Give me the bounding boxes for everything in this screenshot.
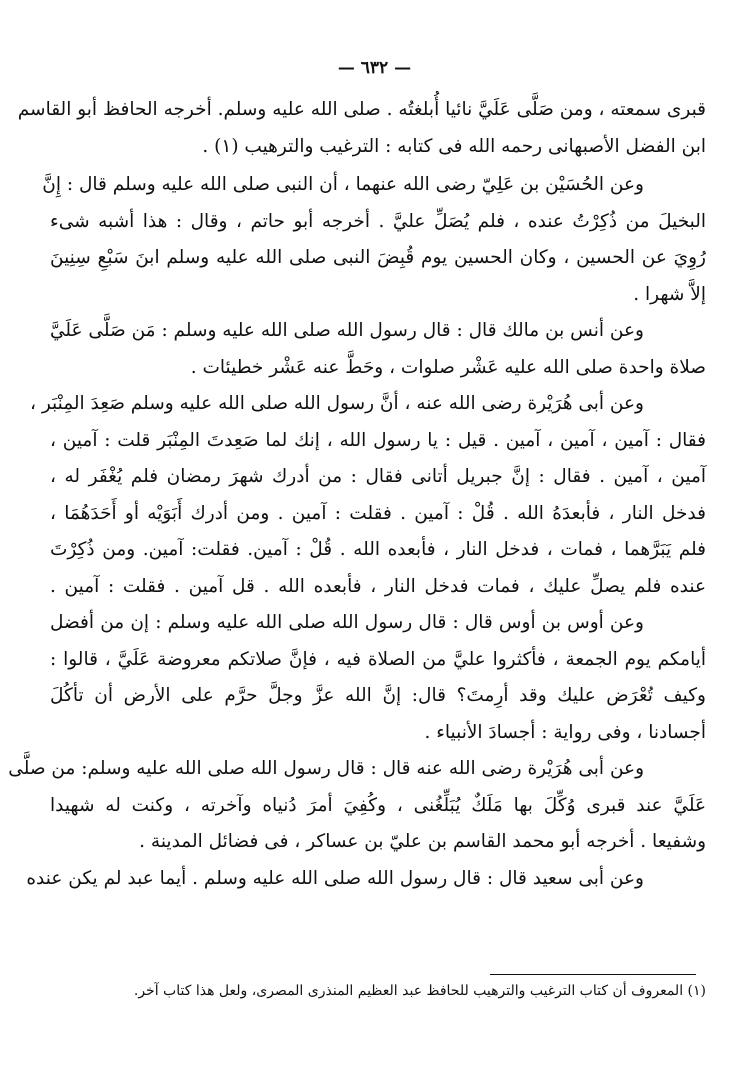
text-line: أيامكم يوم الجمعة ، فأكثروا عليَّ من الصلاة فيه ، فإنَّ صلاتكم معروضة عَلَيَّ ، قالوا : bbox=[50, 648, 706, 670]
text-line: البخيلَ من ذُكِرْتُ عنده ، فلم يُصَلِّ عليَّ . أخرجه أبو حاتم ، وقال : هذا أشبه شىء bbox=[50, 210, 706, 232]
text-line: آمين ، آمين . فقال : إنَّ جبريل أتانى فقال : من أدرك شهرَ رمضان فلم يُغْفَر له ، bbox=[50, 466, 706, 487]
text-line: وكيف تُعْرَض عليك وقد أرِمتَ؟ قال: إنَّ الله عزَّ وجلَّ حرَّم على الأرض أن تأكُلَ bbox=[50, 685, 706, 706]
text-line: وشفيعا . أخرجه أبو محمد القاسم بن عليّ بن عساكر ، فى فضائل المدينة . bbox=[139, 831, 706, 852]
text-line: وعن أنس بن مالك قال : قال رسول الله صلى الله عليه وسلم : مَن صَلَّى عَلَيَّ bbox=[49, 320, 644, 341]
text-line: عنده فلم يصلِّ عليك ، فمات فدخل النار ، فأبعده الله . قل آمين . فقلت : آمين . bbox=[50, 575, 706, 597]
text-line: فدخل النار ، فأبعدَهُ الله . قُلْ : آمين . فقلت : آمين . ومن أدرك أَبَوَيْه أو أَحَدَهُمَا ، bbox=[50, 502, 706, 524]
body-text bbox=[8, 92, 706, 897]
text-line: وعن الحُسَيْن بن عَلِيّ رضى الله عنهما ، أن النبى صلى الله عليه وسلم قال : إِنَّ bbox=[42, 174, 644, 195]
text-line: فقال : آمين ، آمين ، آمين . قيل : يا رسول الله ، إنك لما صَعِدتَ المِنْبَر قلت : آمين ، bbox=[50, 429, 706, 451]
text-line: ابن الفضل الأصبهانى رحمه الله فى كتابه : الترغيب والترهيب (١) . bbox=[202, 135, 706, 157]
footnote: (١) المعروف أن كتاب الترغيب والترهيب للحافظ عبد العظيم المنذرى المصرى، ولعل هذا كتاب آخر. bbox=[133, 983, 706, 999]
text-line: وعن أوس بن أوس قال : قال رسول الله صلى الله عليه وسلم : إن من أفضل bbox=[50, 612, 644, 633]
text-line: وعن أبى هُرَيْرة رضى الله عنه ، أنَّ رسول الله صلى الله عليه وسلم صَعِدَ المِنْبَر ، bbox=[29, 393, 644, 414]
text-line: رُوِيَ عن الحسين ، وكان الحسين يوم قُبِضَ النبى صلى الله عليه وسلم ابنَ سَبْعِ سِنِينَ bbox=[50, 247, 706, 268]
text-line: عَلَيَّ عند قبرى وُكِّلَ بها مَلَكٌ يُبَلِّغُنى ، وكُفِيَ أمرَ دُنياه وآخرته ، وكنت له شهيدا bbox=[50, 794, 706, 816]
page-number: — ٦٣٢ — bbox=[337, 58, 412, 78]
text-line: فلم يَبَرَّهما ، فمات ، فدخل النار ، فأبعده الله . قُلْ : آمين. فقلت: آمين. ومن ذُكِرْتَ bbox=[50, 539, 706, 560]
text-line: إلاَّ شهرا . bbox=[633, 283, 706, 305]
text-line: أجسادنا ، وفى رواية : أجسادَ الأنبياء . bbox=[424, 721, 706, 743]
footnote-divider bbox=[490, 974, 696, 975]
text-line: قبرى سمعته ، ومن صَلَّى عَلَيَّ نائيا أُبلغتُه . صلى الله عليه وسلم. أخرجه الحافظ أبو القاسم bbox=[17, 99, 706, 120]
text-line: وعن أبى سعيد قال : قال رسول الله صلى الله عليه وسلم . أيما عبد لم يكن عنده bbox=[26, 867, 644, 889]
text-line: صلاة واحدة صلى الله عليه عَشْر صلوات ، وحَطَّ عنه عَشْر خطيئات . bbox=[190, 356, 706, 378]
text-line: وعن أبى هُرَيْرة رضى الله عنه قال : قال رسول الله صلى الله عليه وسلم: من صلَّى bbox=[8, 758, 644, 779]
